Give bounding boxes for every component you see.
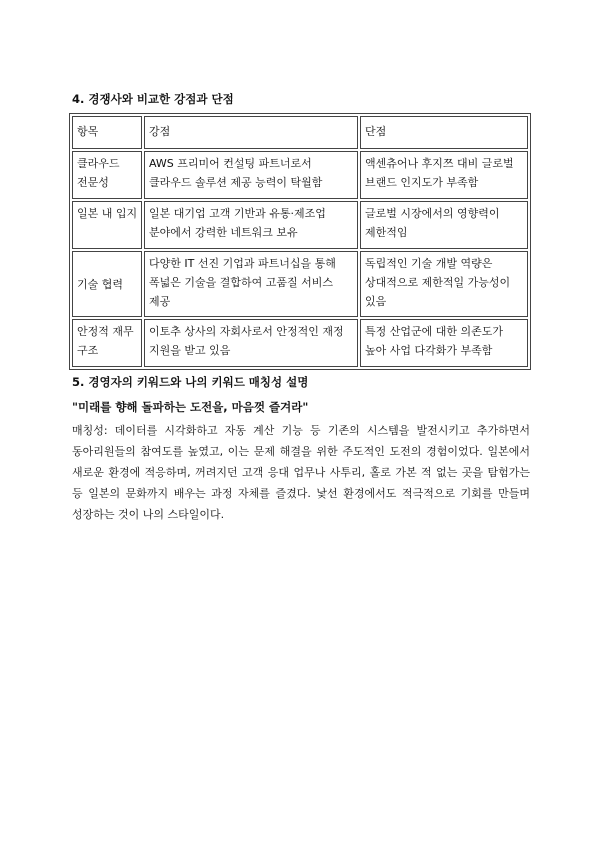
table-row <box>72 201 528 249</box>
row-item-cell: 안정적 재무 구조 <box>72 319 142 367</box>
section-5-title: 5. 경영자의 키워드와 나의 키워드 매칭성 설명 <box>72 375 309 389</box>
row-weakness-cell: 액센츄어나 후지쯔 대비 글로벌 브랜드 인지도가 부족함 <box>360 151 528 199</box>
table-row <box>72 251 528 317</box>
header-weakness: 단점 <box>360 116 528 149</box>
comparison-table <box>69 113 531 370</box>
row-weakness-cell: 특정 산업군에 대한 의존도가 높아 사업 다각화가 부족함 <box>360 319 528 367</box>
section-4-title: 4. 경쟁사와 비교한 강점과 단점 <box>72 92 234 106</box>
header-strength: 강점 <box>144 116 358 149</box>
row-weakness-cell: 독립적인 기술 개발 역량은 상대적으로 제한적일 가능성이 있음 <box>360 251 528 317</box>
matching-paragraph: 매칭성: 데이터를 시각화하고 자동 계산 기능 등 기존의 시스템을 발전시키고 추가하면서 동아리원들의 참여도를 높였고, 이는 문제 해결을 위한 주도적인 도전의 경험이었다. 일본에서 새로운 환경에 적응하며, 꺼려지던 고객 응대 업무나 사투리, 홀로 가본 적 없는 곳을 탐험가는 등 일본의 문화까지 배우는 과정 자체를 즐겼다. 낯선 환경에서도 적극적으로 기회를 만들며 성장하는 것이 나의 스타일이다. <box>72 424 530 521</box>
slogan-quote: "미래를 향해 돌파하는 도전을, 마음껏 즐겨라" <box>72 400 309 414</box>
row-strength-cell: 이토추 상사의 자회사로서 안정적인 재정 지원을 받고 있음 <box>144 319 358 367</box>
row-strength-cell: 일본 대기업 고객 기반과 유통·제조업 분야에서 강력한 네트워크 보유 <box>144 201 358 249</box>
row-strength-cell: AWS 프리미어 컨설팅 파트너로서 클라우드 솔루션 제공 능력이 탁월함 <box>144 151 358 199</box>
row-strength-cell: 다양한 IT 선진 기업과 파트너십을 통해 폭넓은 기술을 결합하여 고품질 서비스 제공 <box>144 251 358 317</box>
row-item-cell: 클라우드 전문성 <box>72 151 142 199</box>
header-item: 항목 <box>72 116 142 149</box>
table-header-row <box>72 116 528 149</box>
row-weakness-cell: 글로벌 시장에서의 영향력이 제한적임 <box>360 201 528 249</box>
table-row <box>72 151 528 199</box>
table-row <box>72 319 528 367</box>
row-item-cell: 기술 협력 <box>72 251 142 317</box>
row-item-cell: 일본 내 입지 <box>72 201 142 249</box>
